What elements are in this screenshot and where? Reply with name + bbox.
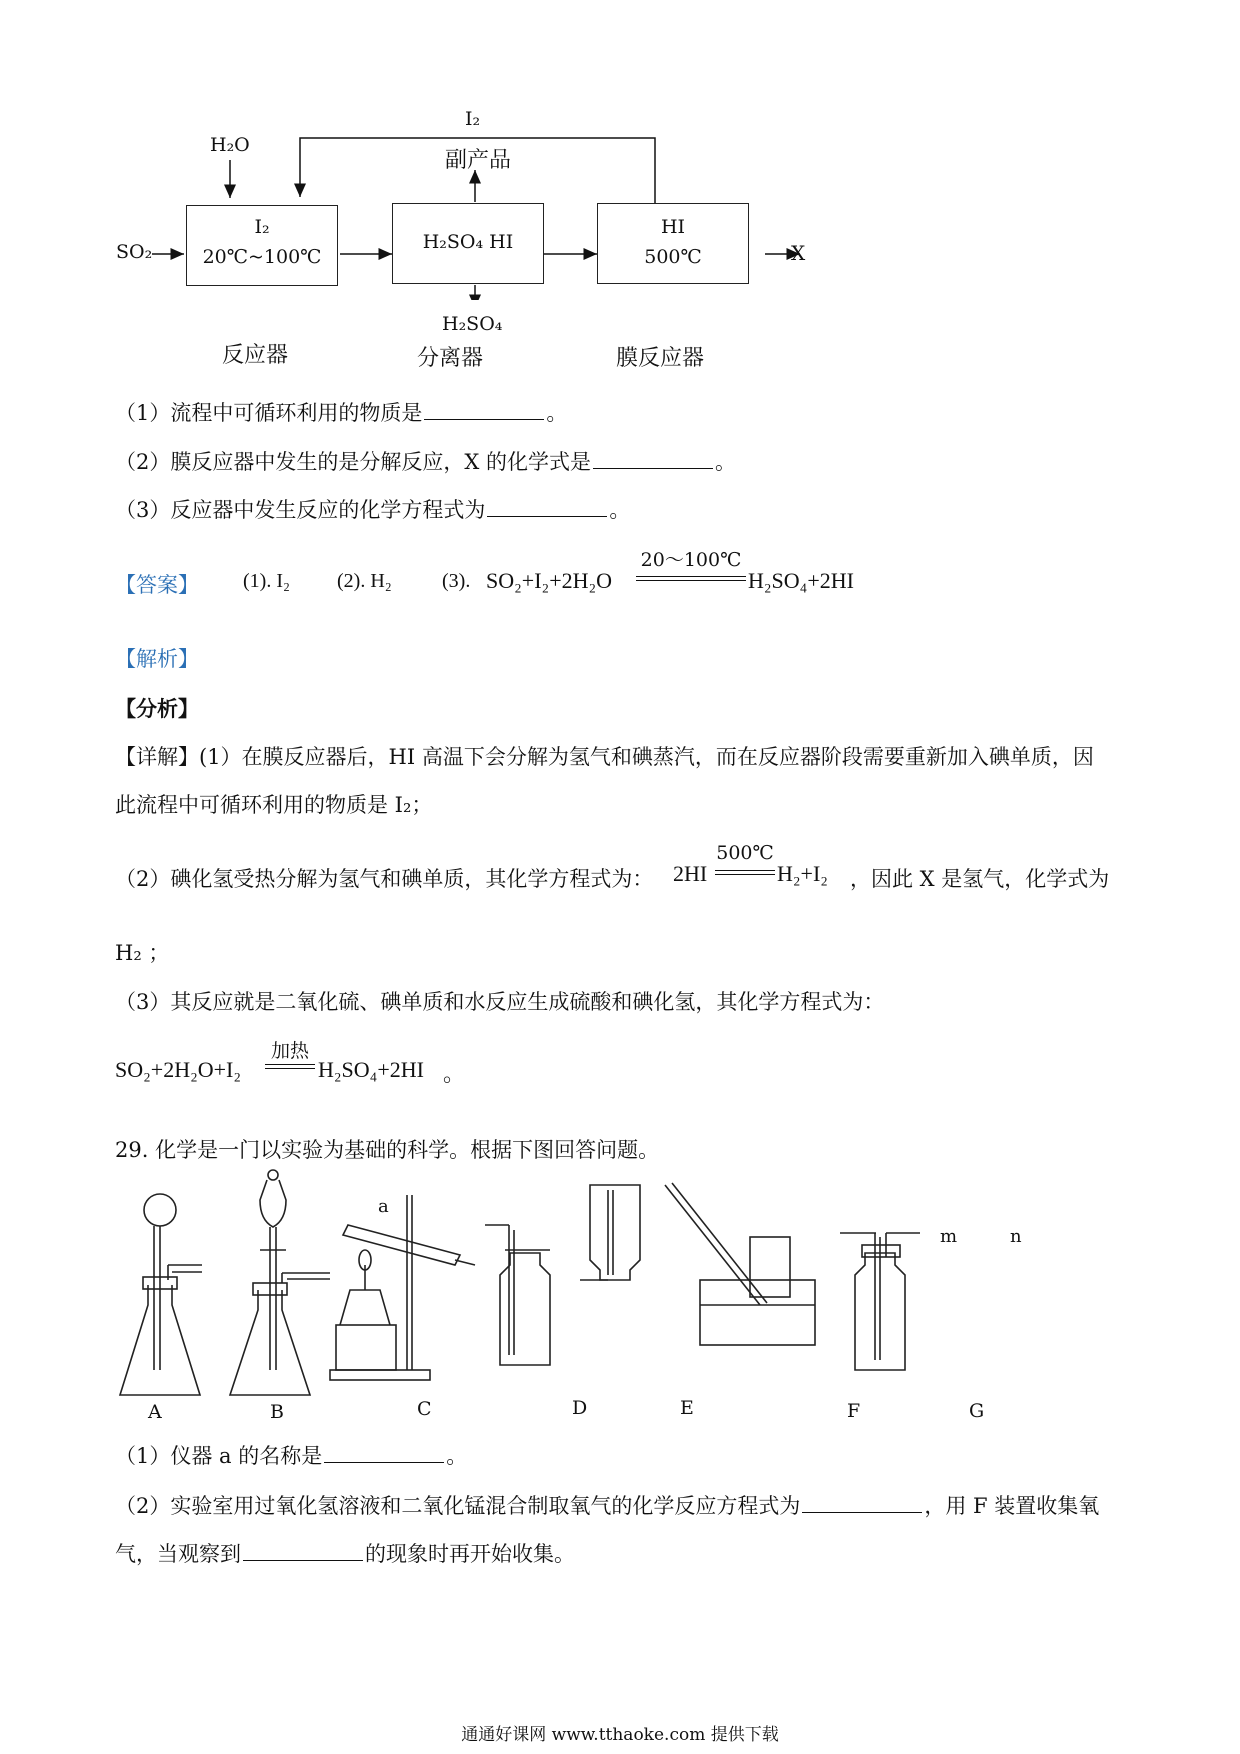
detail-3-eq-left: SO₂+2H₂O+I₂ <box>115 1057 242 1082</box>
detail-2-eq-condition: 500℃ <box>716 842 774 864</box>
byproduct-label: 副产品 <box>445 148 512 173</box>
x-output: X <box>791 241 806 265</box>
detail-2-eq-left: 2HI <box>673 861 708 886</box>
q29-sub2-text: （2）实验室用过氧化氢溶液和二氧化锰混合制取氧气的化学反应方程式为 <box>115 1494 801 1518</box>
q29-sub2b-end: 的现象时再开始收集。 <box>365 1542 575 1566</box>
q29-sub2-blank[interactable] <box>802 1494 922 1513</box>
separator-box <box>392 203 544 284</box>
q29-title: 29. 化学是一门以实验为基础的科学。根据下图回答问题。 <box>115 1138 660 1162</box>
reactor-label: 反应器 <box>222 343 289 368</box>
q2-end: 。 <box>715 450 736 474</box>
apparatus-b <box>230 1170 330 1395</box>
q2-blank[interactable] <box>593 450 713 469</box>
detail-2-end: H₂ ； <box>115 941 170 965</box>
q29-sub1-blank[interactable] <box>324 1444 444 1463</box>
detail-2-pre: （2）碘化氢受热分解为氢气和碘单质，其化学方程式为： <box>115 867 654 891</box>
mark-m: m <box>940 1226 958 1247</box>
answer-tag: 【答案】 <box>115 573 199 597</box>
separator-label: 分离器 <box>417 346 484 371</box>
detail-1a: 【详解】(1）在膜反应器后，HI 高温下会分解为氢气和碘蒸汽，而在反应器阶段需要重新加入碘单质，因 <box>115 745 1094 769</box>
apparatus-e <box>580 1185 640 1280</box>
label-f: F <box>847 1400 861 1422</box>
answer-2: (2). H₂ <box>337 570 392 592</box>
q3-end: 。 <box>609 498 631 522</box>
q2-text: （2）膜反应器中发生的是分解反应，X 的化学式是 <box>115 450 591 474</box>
question-3 <box>115 494 630 524</box>
label-g: G <box>969 1400 985 1422</box>
answer-3-prefix: (3). <box>442 570 471 592</box>
q29-sub2b-text: 气，当观察到 <box>115 1542 241 1566</box>
answer-eq-left: SO₂+I₂+2H₂O <box>486 568 613 593</box>
detail-3-eq-bar <box>265 1064 315 1069</box>
page-footer: 通通好课网 www.tthaoke.com 提供下载 <box>461 1725 779 1745</box>
i2-top-label: I₂ <box>465 108 481 130</box>
q1-end: 。 <box>546 401 568 425</box>
question-1 <box>115 397 567 427</box>
h2o-label: H₂O <box>210 134 250 156</box>
apparatus-d <box>485 1225 550 1365</box>
membrane-box <box>597 203 749 284</box>
answer-eq-condition: 20～100℃ <box>640 549 742 571</box>
q29-sub1-text: （1）仪器 a 的名称是 <box>115 1444 323 1468</box>
detail-3-eq-condition: 加热 <box>270 1040 309 1062</box>
apparatus-a <box>120 1194 202 1395</box>
label-e: E <box>680 1397 694 1419</box>
q29-sub-2 <box>115 1490 1099 1520</box>
detail-2-eq-bar <box>715 870 775 875</box>
lab-apparatus-figure <box>110 1165 1040 1425</box>
q29-sub2-end: ，用 F 装置收集氧 <box>924 1494 1100 1518</box>
label-a: A <box>148 1401 162 1423</box>
q1-blank[interactable] <box>424 401 544 420</box>
reactor-i2: I₂ <box>254 216 270 238</box>
q3-blank[interactable] <box>487 498 607 517</box>
q29-sub-1 <box>115 1440 467 1470</box>
membrane-label: 膜反应器 <box>616 346 705 371</box>
apparatus-c <box>330 1195 475 1380</box>
mark-a: a <box>378 1196 389 1217</box>
question-2 <box>115 446 736 476</box>
fenxi-tag: 【分析】 <box>115 696 199 721</box>
q29-sub1-end: 。 <box>446 1444 468 1468</box>
q3-text: （3）反应器中发生反应的化学方程式为 <box>115 498 486 522</box>
membrane-hi: HI <box>660 216 686 238</box>
q29-sub2b-blank[interactable] <box>243 1542 363 1561</box>
membrane-temp: 500℃ <box>644 246 702 268</box>
so2-label: SO₂ <box>116 241 153 263</box>
label-b: B <box>270 1401 284 1423</box>
separator-content: H₂SO₄ HI <box>422 231 514 253</box>
detail-3-eq-right: H₂SO₄+2HI <box>318 1057 424 1082</box>
detail-1b: 此流程中可循环利用的物质是 I₂； <box>115 793 433 817</box>
apparatus-g <box>840 1233 920 1370</box>
analysis-tag: 【解析】 <box>115 647 199 671</box>
answer-eq-right: H₂SO₄+2HI <box>748 568 854 593</box>
mark-n: n <box>1010 1226 1022 1247</box>
detail-2-eq-right: H₂+I₂ <box>777 861 828 886</box>
apparatus-f <box>665 1183 815 1345</box>
reactor-temp: 20℃~100℃ <box>202 246 322 268</box>
reactor-box <box>186 205 338 286</box>
detail-3-eq-end: 。 <box>443 1061 466 1086</box>
label-c: C <box>417 1398 432 1420</box>
q29-sub-2b <box>115 1538 575 1568</box>
separator-out-label: H₂SO₄ <box>442 313 503 335</box>
detail-2-post: ，因此 X 是氢气，化学式为 <box>850 867 1110 891</box>
answer-1: (1). I₂ <box>243 570 290 592</box>
label-d: D <box>572 1397 588 1419</box>
q1-text: （1）流程中可循环利用的物质是 <box>115 401 423 425</box>
answer-eq-bar <box>636 576 746 581</box>
detail-3: （3）其反应就是二氧化硫、碘单质和水反应生成硫酸和碘化氢，其化学方程式为： <box>115 990 885 1014</box>
